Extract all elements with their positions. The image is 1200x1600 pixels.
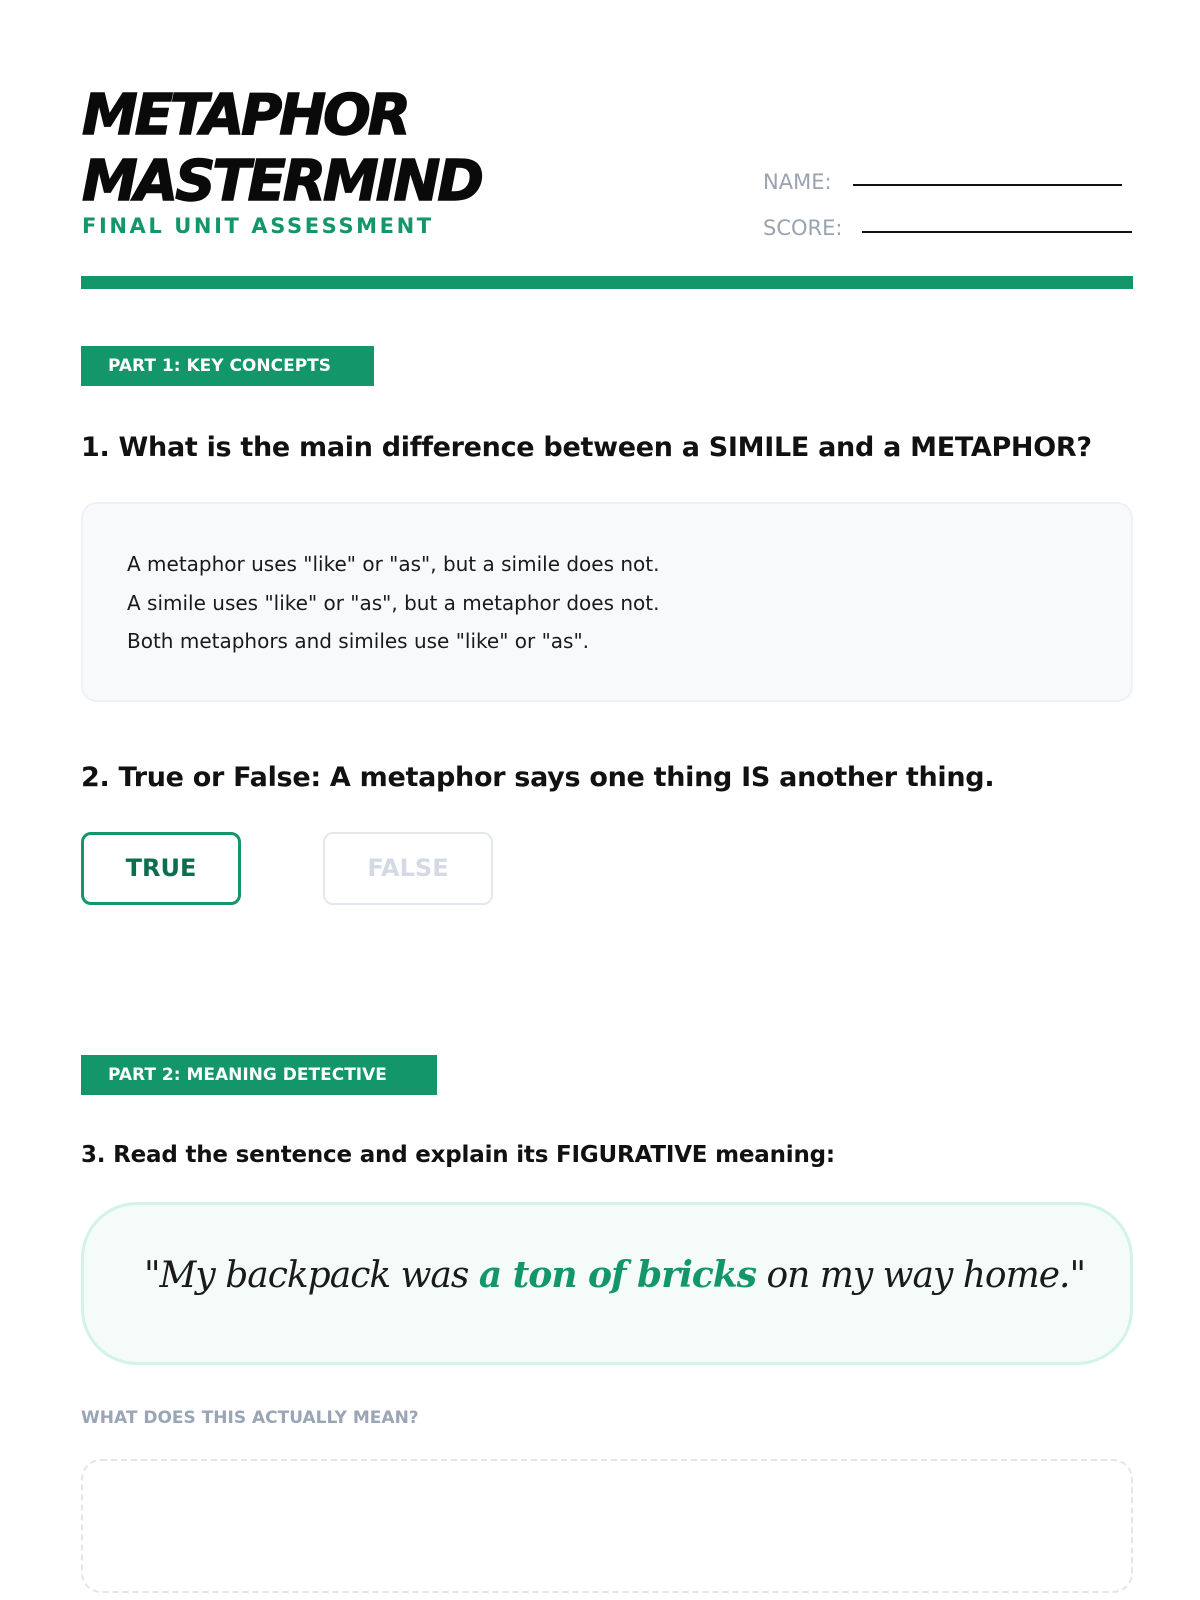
true-button[interactable]: TRUE <box>81 832 241 905</box>
false-button[interactable]: FALSE <box>323 832 493 905</box>
question-1-options <box>81 502 1133 702</box>
answer-label: WHAT DOES THIS ACTUALLY MEAN? <box>81 1408 419 1428</box>
header-divider <box>81 276 1133 289</box>
quote-text-after: on my way home." <box>756 1255 1086 1296</box>
question-1-option-3[interactable]: Both metaphors and similes use "like" or "as". <box>127 629 590 653</box>
name-label: NAME: <box>763 170 832 194</box>
name-field[interactable] <box>853 184 1122 186</box>
question-1-option-1[interactable]: A metaphor uses "like" or "as", but a simile does not. <box>127 552 660 576</box>
section-badge-part-1: PART 1: KEY CONCEPTS <box>81 346 374 386</box>
question-2: 2. True or False: A metaphor says one thing IS another thing. <box>81 762 995 793</box>
worksheet-subtitle: FINAL UNIT ASSESSMENT <box>82 214 434 238</box>
section-badge-part-2: PART 2: MEANING DETECTIVE <box>81 1055 437 1095</box>
worksheet-title-line-1: METAPHOR <box>82 83 408 148</box>
quote-highlight: a ton of bricks <box>478 1254 756 1296</box>
quote-card <box>81 1202 1133 1365</box>
quote-text-before: "My backpack was <box>144 1255 479 1296</box>
score-field[interactable] <box>862 231 1132 233</box>
question-1-option-2[interactable]: A simile uses "like" or "as", but a metaphor does not. <box>127 591 660 615</box>
score-label: SCORE: <box>763 216 843 240</box>
question-1: 1. What is the main difference between a SIMILE and a METAPHOR? <box>81 432 1092 463</box>
worksheet-title-line-2: MASTERMIND <box>82 149 481 214</box>
quote-sentence <box>144 1254 1086 1296</box>
question-3: 3. Read the sentence and explain its FIGURATIVE meaning: <box>81 1142 835 1168</box>
answer-input[interactable] <box>81 1459 1133 1593</box>
